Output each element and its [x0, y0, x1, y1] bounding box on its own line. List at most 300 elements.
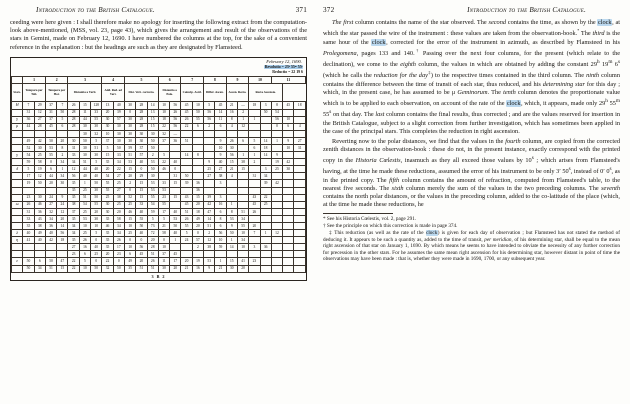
- table-cell: 26: [23, 201, 34, 208]
- table-cell-star: [12, 208, 23, 215]
- table-cell: 40: [91, 166, 102, 173]
- table-cell-star: ω: [12, 201, 23, 208]
- table-cell: 6: [215, 223, 226, 230]
- table-cell: [294, 201, 306, 208]
- table-cell: 25: [271, 166, 282, 173]
- footnote-3: ‡ This reduction (as well as the rate of the clock) is given for each day of observation ; but Flamsteed has not stated the method of deducing it. It appears to be such a quantity as, added to the time of transit, per meridian, of his determining star, shall be equal to the mean right ascension of that star on January 1, 1690. By which means he seems to have intended to obviate the necessity of any further correction for precession in the other stars. For he assumes the same mean right ascension for his determining star, however distant in point of time the observations may have been made : that is, whether they were made in 1690, 1700, or any subsequent year.: [323, 230, 621, 262]
- table-cell: 8: [57, 144, 68, 151]
- table-cell: [237, 187, 248, 194]
- table-cell: 25: [113, 180, 124, 187]
- table-cell: 19: [271, 159, 282, 166]
- table-cell: 50: [23, 265, 34, 272]
- table-cell: [181, 251, 192, 258]
- table-cell: 20: [170, 265, 181, 272]
- table-cell: 34: [260, 173, 271, 180]
- table-cell: 1: [271, 137, 282, 144]
- observation-table: [10, 57, 307, 282]
- table-cell: 30: [113, 130, 124, 137]
- table-cell: 8: [226, 208, 237, 215]
- table-cell: 26: [147, 258, 158, 265]
- table-header-recta-ascensio: Recta Ascensio.: [249, 84, 283, 102]
- table-cell: 50: [136, 223, 147, 230]
- table-cell: 31: [23, 109, 34, 116]
- table-row: [12, 109, 306, 116]
- table-cell: 30: [102, 123, 113, 130]
- table-cell: 26: [249, 208, 260, 215]
- table-cell: 45: [136, 251, 147, 258]
- table-cell: 18: [294, 102, 306, 109]
- table-cell: [271, 130, 282, 137]
- table-cell: [260, 251, 271, 258]
- table-cell: 15: [226, 258, 237, 265]
- table-cell: 35: [102, 244, 113, 251]
- table-cell: 12: [204, 237, 215, 244]
- table-cell: 14: [57, 223, 68, 230]
- table-cell: 10: [124, 223, 135, 230]
- table-cell-star: δ: [12, 166, 23, 173]
- table-cell: 0: [124, 187, 135, 194]
- table-grid: [11, 76, 306, 272]
- table-cell: [192, 130, 203, 137]
- table-cell: [260, 123, 271, 130]
- table-cell: 20: [91, 208, 102, 215]
- table-cell: 37: [68, 208, 79, 215]
- table-cell: [260, 116, 271, 123]
- table-cell: 25: [260, 201, 271, 208]
- table-cell: 34: [113, 230, 124, 237]
- table-cell: [204, 137, 215, 144]
- table-cell: [204, 152, 215, 159]
- table-colnum-11: 11: [271, 77, 305, 84]
- table-colnum-3: 3: [68, 77, 102, 84]
- table-row: [12, 173, 306, 180]
- table-cell: 30: [226, 144, 237, 151]
- table-cell: 51: [136, 265, 147, 272]
- table-cell: 30: [91, 187, 102, 194]
- table-cell: 30: [102, 201, 113, 208]
- footnote-2: † See the principle on which this correction is made in page 374.: [323, 223, 458, 230]
- table-cell: [260, 258, 271, 265]
- table-cell: 33: [91, 109, 102, 116]
- table-cell: 2: [192, 244, 203, 251]
- table-cell: 43: [34, 215, 45, 222]
- table-cell: [249, 215, 260, 222]
- table-cell: 49: [124, 258, 135, 265]
- table-cell: [271, 187, 282, 194]
- table-cell: 14: [215, 109, 226, 116]
- table-cell: 56: [170, 123, 181, 130]
- table-cell: 22: [181, 123, 192, 130]
- table-cell: 25: [34, 152, 45, 159]
- table-cell: 16: [79, 244, 90, 251]
- table-cell: 33: [68, 152, 79, 159]
- table-cell: 23: [158, 194, 169, 201]
- running-head-title-left: Introduction to the British Catalogue.: [36, 6, 155, 14]
- table-cell: 10: [79, 223, 90, 230]
- table-cell: 14: [260, 152, 271, 159]
- table-cell: [283, 258, 294, 265]
- table-cell: 4: [226, 123, 237, 130]
- table-cell: 53: [45, 144, 56, 151]
- table-cell: [271, 215, 282, 222]
- table-cell: 3: [215, 180, 226, 187]
- table-cell: 35: [68, 237, 79, 244]
- table-cell: [283, 109, 294, 116]
- table-row: [12, 201, 306, 208]
- table-cell: 54: [79, 201, 90, 208]
- table-cell: 33: [23, 215, 34, 222]
- table-cell: 38: [204, 244, 215, 251]
- table-cell: 20: [136, 258, 147, 265]
- table-cell: 24: [57, 201, 68, 208]
- table-cell: 6: [215, 208, 226, 215]
- table-cell: 17: [158, 208, 169, 215]
- table-cell: 15: [192, 194, 203, 201]
- table-cell: 59: [124, 144, 135, 151]
- table-cell: 9: [57, 194, 68, 201]
- table-cell: 57: [136, 152, 147, 159]
- table-cell: 13: [102, 102, 113, 109]
- table-cell: [192, 173, 203, 180]
- table-cell: 50: [91, 265, 102, 272]
- table-cell: 36: [260, 244, 271, 251]
- table-cell: 0: [91, 258, 102, 265]
- table-meta-reductio: Reductio = 22 19 6: [272, 70, 303, 75]
- table-cell: 8: [215, 215, 226, 222]
- table-cell: 50: [113, 144, 124, 151]
- table-cell: [271, 244, 282, 251]
- table-cell: 54: [102, 173, 113, 180]
- table-cell: 6: [45, 166, 56, 173]
- table-row: [12, 223, 306, 230]
- table-cell: [192, 137, 203, 144]
- table-cell: 20: [249, 223, 260, 230]
- table-cell: 1: [226, 237, 237, 244]
- table-cell: 7: [249, 230, 260, 237]
- table-cell: 8: [271, 102, 282, 109]
- table-cell: 9: [271, 152, 282, 159]
- table-cell: 5: [91, 137, 102, 144]
- table-cell: 38: [68, 201, 79, 208]
- table-cell: 20: [57, 137, 68, 144]
- table-cell: 40: [91, 173, 102, 180]
- table-cell: 10: [102, 130, 113, 137]
- table-cell: 55: [91, 116, 102, 123]
- table-cell: 25: [79, 208, 90, 215]
- table-cell: 38: [113, 194, 124, 201]
- table-cell: [45, 130, 56, 137]
- table-cell: 25: [102, 194, 113, 201]
- table-cell: 26: [170, 109, 181, 116]
- table-cell: 56: [136, 244, 147, 251]
- table-cell: 10: [79, 265, 90, 272]
- table-cell: 31: [249, 173, 260, 180]
- table-cell: 50: [181, 173, 192, 180]
- table-cell: [283, 244, 294, 251]
- table-cell: 5: [181, 230, 192, 237]
- table-cell: 26: [181, 116, 192, 123]
- table-cell: 128: [91, 102, 102, 109]
- table-cell: 15: [170, 180, 181, 187]
- table-cell: 21: [158, 223, 169, 230]
- table-cell: 32: [158, 130, 169, 137]
- page-right: [315, 0, 630, 404]
- table-row: [12, 187, 306, 194]
- table-cell: 40: [34, 237, 45, 244]
- footnote-1: * See his Historia Cœlestis, vol. 2, page 291.: [323, 216, 417, 223]
- table-cell: 30: [113, 123, 124, 130]
- table-cell: 0: [124, 237, 135, 244]
- table-cell: 1: [260, 230, 271, 237]
- table-cell: 20: [113, 208, 124, 215]
- table-cell: 57: [113, 116, 124, 123]
- table-cell: 15: [237, 166, 248, 173]
- table-cell: 3: [260, 102, 271, 109]
- table-cell: 34: [57, 159, 68, 166]
- table-cell: 50: [192, 109, 203, 116]
- table-cell: 39: [260, 180, 271, 187]
- table-cell: 10: [283, 144, 294, 151]
- table-cell: 5: [204, 102, 215, 109]
- table-cell: [170, 201, 181, 208]
- table-cell: [34, 244, 45, 251]
- table-cell: 51: [204, 223, 215, 230]
- table-cell: [57, 130, 68, 137]
- folio-right: 372: [323, 6, 335, 14]
- table-cell: 1: [237, 152, 248, 159]
- table-cell: [57, 244, 68, 251]
- table-cell: 30: [147, 173, 158, 180]
- table-header-stars: Stars.: [12, 84, 23, 102]
- table-cell: 46: [102, 223, 113, 230]
- table-cell-star: η: [12, 237, 23, 244]
- table-cell: 50: [260, 109, 271, 116]
- table-cell: 20: [102, 251, 113, 258]
- table-cell: 23: [113, 251, 124, 258]
- table-cell: 35: [68, 187, 79, 194]
- table-cell-star: [12, 194, 23, 201]
- table-cell: 49: [192, 215, 203, 222]
- table-cell: [249, 123, 260, 130]
- table-cell: 30: [34, 194, 45, 201]
- table-cell: 20: [147, 237, 158, 244]
- running-head-left: [10, 6, 307, 14]
- table-cell: [260, 208, 271, 215]
- table-cell: 56: [271, 116, 282, 123]
- table-cell: 37: [158, 251, 169, 258]
- table-cell-star: [12, 223, 23, 230]
- table-cell: 34: [237, 237, 248, 244]
- table-cell: 7: [57, 102, 68, 109]
- table-cell: [249, 187, 260, 194]
- table-cell: 28: [68, 116, 79, 123]
- table-row: [12, 123, 306, 130]
- table-cell: 3: [215, 194, 226, 201]
- table-cell: 27: [215, 166, 226, 173]
- table-cell: [271, 251, 282, 258]
- table-cell: 9: [283, 137, 294, 144]
- table-cell: 30: [68, 137, 79, 144]
- table-meta: [11, 65, 306, 76]
- table-cell: [260, 159, 271, 166]
- table-cell: 35: [102, 230, 113, 237]
- table-cell: 14: [226, 244, 237, 251]
- table-cell: 55: [136, 215, 147, 222]
- table-cell: 40: [136, 159, 147, 166]
- table-cell: 6: [215, 123, 226, 130]
- table-cell: [204, 180, 215, 187]
- table-cell: [283, 223, 294, 230]
- table-cell: 6: [249, 144, 260, 151]
- table-cell: 27: [113, 173, 124, 180]
- table-cell: 4: [294, 123, 306, 130]
- table-cell: 2: [249, 159, 260, 166]
- table-cell: 5: [147, 215, 158, 222]
- paragraph-left-1: ceeding were here given : I shall therefore make no apology for inserting the following extract from the computation-look above-mentioned, (MSS, vol. 23, page 43), which gives the arrangement and result of the observations of the stars in Gemini, made on February 12, 1690. I have numbered the columns at the top, for the sake of a convenient reference in the explanation : but the headings are such as they are designated by Flamsteed.: [10, 19, 307, 51]
- table-cell: 50: [34, 180, 45, 187]
- table-cell: 27: [113, 187, 124, 194]
- table-cell: 15: [136, 187, 147, 194]
- table-cell: 5: [79, 258, 90, 265]
- table-header-distantia-polo: Distantia a Polo.: [158, 84, 181, 102]
- table-cell: [271, 237, 282, 244]
- table-cell: 19: [23, 180, 34, 187]
- table-row: [12, 166, 306, 173]
- table-cell: 33: [158, 180, 169, 187]
- table-cell: 8: [226, 116, 237, 123]
- table-cell: 40: [113, 102, 124, 109]
- table-cell: [294, 237, 306, 244]
- table-cell: [271, 265, 282, 272]
- table-cell: 3: [249, 244, 260, 251]
- table-cell: 55: [181, 223, 192, 230]
- table-cell: 56: [204, 116, 215, 123]
- table-cell: 32: [45, 208, 56, 215]
- table-body: [12, 102, 306, 272]
- table-cell: [294, 180, 306, 187]
- table-cell: 10: [215, 144, 226, 151]
- table-cell: [226, 187, 237, 194]
- table-cell: 42: [204, 201, 215, 208]
- table-cell-star: [12, 244, 23, 251]
- table-cell: —: [237, 102, 248, 109]
- table-row: [12, 265, 306, 272]
- table-cell: [271, 173, 282, 180]
- table-cell: 17: [113, 244, 124, 251]
- table-header-coincip: Coincip. Astri.: [181, 84, 204, 102]
- table-cell: 43: [249, 194, 260, 201]
- table-cell: 2: [204, 123, 215, 130]
- table-cell: 53: [147, 159, 158, 166]
- table-cell: 28: [34, 123, 45, 130]
- table-cell: 24: [45, 194, 56, 201]
- table-cell: 2: [204, 230, 215, 237]
- table-cell: 56: [226, 152, 237, 159]
- table-cell: 10: [158, 244, 169, 251]
- table-cell: [170, 244, 181, 251]
- table-cell: 36: [192, 187, 203, 194]
- table-cell: [283, 187, 294, 194]
- table-cell: [170, 187, 181, 194]
- table-cell: 42: [34, 137, 45, 144]
- table-cell: 30: [124, 137, 135, 144]
- table-cell: 54: [271, 109, 282, 116]
- table-cell: 27: [45, 201, 56, 208]
- table-cell: [260, 130, 271, 137]
- table-cell: 52: [23, 144, 34, 151]
- table-cell: [249, 265, 260, 272]
- paragraph-right-1: The first column contains the name of the star observed. The second contains the time, as shown by the clock, at which the star passed the wire of the instrument : these values are taken from the observation-book.* The third is the same hour of the clock, corrected for the error of the instrument in azimuth, as described by Flamsteed in his Prolegomena, pages 133 and 140.† Passing over the next four columns, for the present (which relate to the declination), we come to the eighth column, the values in which are obtained by adding the constant 29$^h$ 19$^m$ 6$^s$ (which he calls the reduction for the day‡) to the respective times contained in the third column. The ninth column contains the difference between the time of transit of each star, thus reduced, and his determining star for this day ; which, in the present case, he has assumed to be μ Geminorum. The tenth column denotes the proportionate value which is to be applied to each observation, on account of the rate of the clock, which, it appears, made only 29$^h$ 55$^m$ 55$^s$ on that day. The last column contains the final results, thus corrected ; and are the values reserved for insertion in the British Catalogue, subject to a slight correction from further investigation, which has sometimes been applied in the case of the principal stars. This completes the reduction in right ascension.: [323, 19, 621, 135]
- table-cell: 35: [68, 180, 79, 187]
- table-cell: 16: [226, 109, 237, 116]
- table-colnum-7: 7: [181, 77, 204, 84]
- table-cell: 40: [136, 230, 147, 237]
- table-cell: 55: [91, 201, 102, 208]
- table-cell: 30: [113, 137, 124, 144]
- table-cell: [294, 230, 306, 237]
- table-cell: 10: [192, 102, 203, 109]
- table-cell: [181, 166, 192, 173]
- table-cell: 50: [91, 180, 102, 187]
- table-row: [12, 130, 306, 137]
- table-cell: 0: [124, 109, 135, 116]
- table-cell: [192, 166, 203, 173]
- table-cell: 35: [102, 215, 113, 222]
- table-colnum-9: 9: [226, 77, 249, 84]
- table-cell: [249, 130, 260, 137]
- table-cell: 28: [136, 116, 147, 123]
- table-cell: 30: [57, 180, 68, 187]
- table-cell: 40: [215, 159, 226, 166]
- table-cell: 28: [136, 123, 147, 130]
- table-cell: 51: [147, 251, 158, 258]
- table-cell: 50: [147, 137, 158, 144]
- table-cell: [294, 251, 306, 258]
- table-cell: [294, 265, 306, 272]
- table-cell: [260, 265, 271, 272]
- table-cell: 45: [181, 201, 192, 208]
- table-cell-star: [12, 215, 23, 222]
- table-cell: 20: [57, 215, 68, 222]
- table-cell: 52: [124, 194, 135, 201]
- table-cell: 53: [147, 187, 158, 194]
- table-row: [12, 230, 306, 237]
- table-cell: [271, 208, 282, 215]
- table-cell: 1: [249, 152, 260, 159]
- table-cell: [57, 251, 68, 258]
- table-cell: 0: [192, 230, 203, 237]
- table-cell: 35: [102, 159, 113, 166]
- table-cell: [226, 194, 237, 201]
- table-cell: 5: [249, 137, 260, 144]
- table-cell: 55: [102, 187, 113, 194]
- table-cell: [45, 187, 56, 194]
- table-cell: 20: [102, 109, 113, 116]
- table-cell: 15: [79, 102, 90, 109]
- table-cell: 42: [45, 237, 56, 244]
- table-row: [12, 137, 306, 144]
- table-cell: 21: [181, 265, 192, 272]
- table-cell: 38: [34, 223, 45, 230]
- table-cell: 15: [57, 265, 68, 272]
- table-cell: 47: [57, 258, 68, 265]
- table-cell: [283, 251, 294, 258]
- table-cell: [260, 237, 271, 244]
- table-cell: 45: [283, 102, 294, 109]
- table-cell: 23: [23, 194, 34, 201]
- table-cell-star: [12, 251, 23, 258]
- table-cell: 30: [91, 123, 102, 130]
